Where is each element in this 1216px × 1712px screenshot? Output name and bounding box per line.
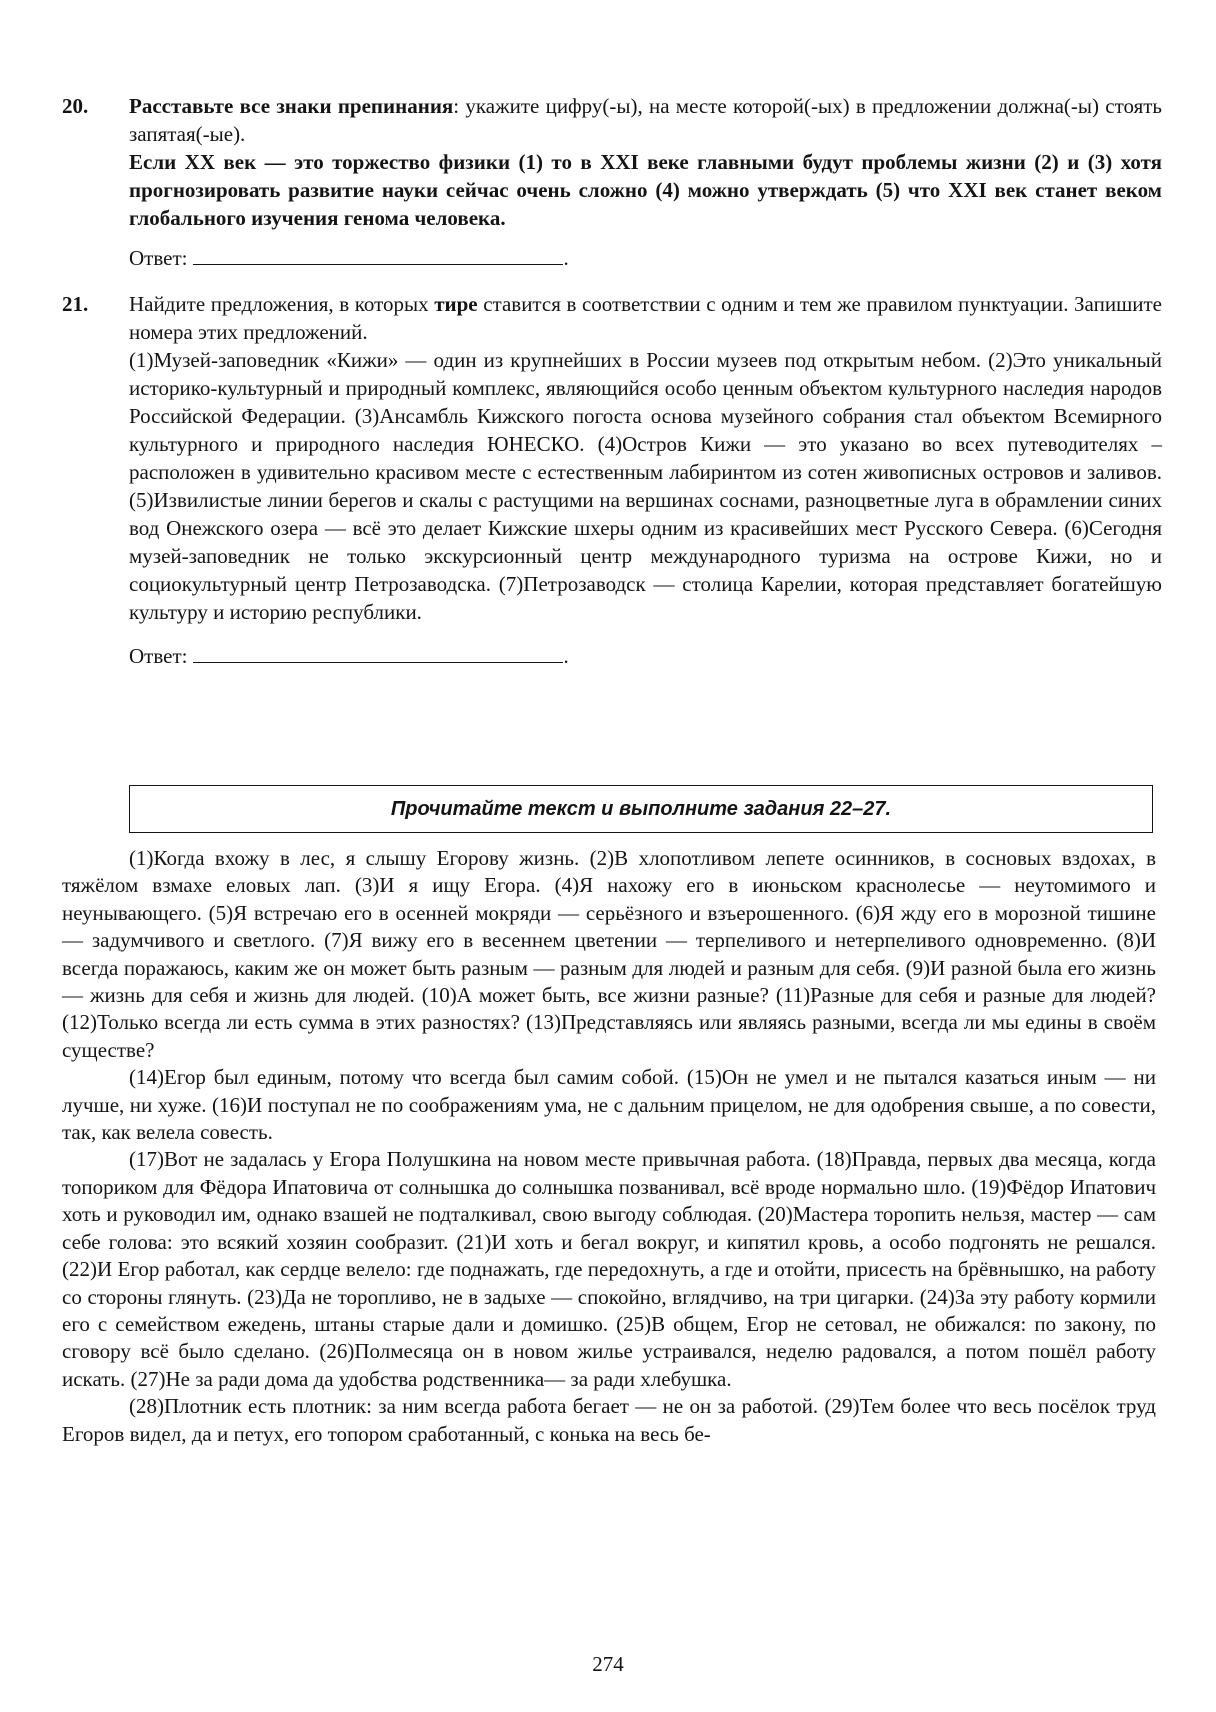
paragraph: (17)Вот не задалась у Егора Полушкина на новом месте привычная работа. (18)Правда, первых два месяца, когда топориком для Фёдора Ипатовича от солнышка до солнышка позванивал, всё вроде нормально шло. (19)Фёдор Ипатович хоть и руководил им, однако взашей не подталкивал, свою выгоду соблюдая. (20)Мастера торопить нельзя, мастер — сам себе голова: это всякий хозяин сообразит. (21)И хоть и бегал вокруг, и кипятил кровь, а особо подгонять не решался. (22)И Егор работал, как сердце велело: где поднажать, где передохнуть, а где и отойти, присесть на брёвнышко, на работу со стороны глянуть. (23)Да не торопливо, не в задыхе — спокойно, вглядчиво, на три цигарки. (24)За эту работу кормили его с семейством ежедень, штаны старые дали и домишко. (25)В общем, Егор не сетовал, не обижался: по закону, по сговору всё было сделано. (26)Полмесяца он в новом жилье устраивался, неделю радовался, а потом пошёл работу искать. (27)Не за ради дома да удобства родственника— за ради хлебушка. bbox=[62, 1147, 1156, 1391]
instruction-rest: : укажите цифру(-ы), на месте которой(-ых) в предложении должна(-ы) стоять запятая(-ые). bbox=[129, 94, 1162, 146]
reading-text bbox=[62, 845, 1156, 1448]
answer-end: . bbox=[563, 246, 569, 270]
paragraph: (28)Плотник есть плотник: за ним всегда работа бегает — не он за работой. (29)Тем более что весь посёлок труд Егоров видел, да и петух, его топором сработанный, с конька на весь бе- bbox=[62, 1394, 1156, 1446]
instruction-bold: Расставьте все знаки препинания bbox=[129, 94, 454, 118]
instruction-bold: тире bbox=[434, 292, 478, 316]
task-20 bbox=[62, 92, 1162, 272]
section-banner: Прочитайте текст и выполните задания 22–27. bbox=[129, 785, 1153, 833]
answer-row bbox=[129, 242, 1162, 272]
task-text: (1)Музей-заповедник «Кижи» — один из крупнейших в России музеев под открытым небом. (2)Это уникальный историко-культурный и природный комплекс, являющийся особо ценным объектом культурного наследия народов Российской Федерации. (3)Ансамбль Кижского погоста основа музейного собрания стал объектом Всемирного культурного и природного наследия ЮНЕСКО. (4)Остров Кижи — это указано во всех путеводителях – расположен в удивительно красивом месте с естественным лабиринтом из сотен живописных островов и заливов. (5)Извилистые линии берегов и скалы с растущими на вершинах соснами, разноцветные луга в обрамлении синих вод Онежского озера — всё это делает Кижские шхеры одним из красивейших мест Русского Севера. (6)Сегодня музей-заповедник не только экскурсионный центр международного туризма на острове Кижи, но и социокультурный центр Петрозаводска. (7)Петрозаводск — столица Карелии, которая представляет богатейшую культуру и историю республики. bbox=[129, 348, 1162, 624]
task-21 bbox=[62, 290, 1162, 670]
paragraph: (14)Егор был единым, потому что всегда был самим собой. (15)Он не умел и не пытался казаться иным — ни лучше, ни хуже. (16)И поступал не по соображениям ума, не с дальним прицелом, не для одобрения свыше, а по совести, так, как велела совесть. bbox=[62, 1065, 1156, 1145]
answer-row bbox=[129, 640, 1162, 670]
task-instruction bbox=[129, 92, 1162, 148]
page-number: 274 bbox=[592, 1652, 624, 1676]
instruction-post: ставится в соответствии с одним и тем же правилом пунктуации. Запишите номера этих предложений. bbox=[129, 292, 1162, 344]
task-body bbox=[129, 92, 1162, 272]
answer-field[interactable] bbox=[193, 242, 563, 265]
answer-label: Ответ: bbox=[129, 246, 188, 270]
task-instruction bbox=[129, 290, 1162, 346]
task-number: 21. bbox=[62, 292, 89, 316]
instruction-pre: Найдите предложения, в которых bbox=[129, 292, 435, 316]
paragraph: (1)Когда вхожу в лес, я слышу Егорову жизнь. (2)В хлопотливом лепете осинников, в сосновых вздохах, в тяжёлом взмахе еловых лап. (3)И я ищу Егора. (4)Я нахожу его в июньском краснолесье — неутомимого и неунывающего. (5)Я встречаю его в осенней мокряди — серьёзного и взъерошенного. (6)Я жду его в морозной тишине — задумчивого и светлого. (7)Я вижу его в весеннем цветении — терпеливого и нетерпеливого одновременно. (8)И всегда поражаюсь, каким же он может быть разным — разным для людей и разным для себя. (9)И разной была его жизнь — жизнь для себя и жизнь для людей. (10)А может быть, все жизни разные? (11)Разные для себя и разные для людей? (12)Только всегда ли есть сумма в этих разностях? (13)Представляясь или являясь разными, всегда ли мы едины в своём существе? bbox=[62, 846, 1156, 1062]
task-number: 20. bbox=[62, 94, 89, 118]
answer-end: . bbox=[563, 644, 569, 668]
task-body bbox=[129, 290, 1162, 670]
task-sentence: Если XX век — это торжество физики (1) то в XXI веке главными будут проблемы жизни (2) и (3) хотя прогнозировать развитие науки сейчас очень сложно (4) можно утверждать (5) что XXI век станет веком глобального изучения генома человека. bbox=[129, 150, 1162, 230]
answer-field[interactable] bbox=[193, 640, 563, 663]
answer-label: Ответ: bbox=[129, 644, 188, 668]
